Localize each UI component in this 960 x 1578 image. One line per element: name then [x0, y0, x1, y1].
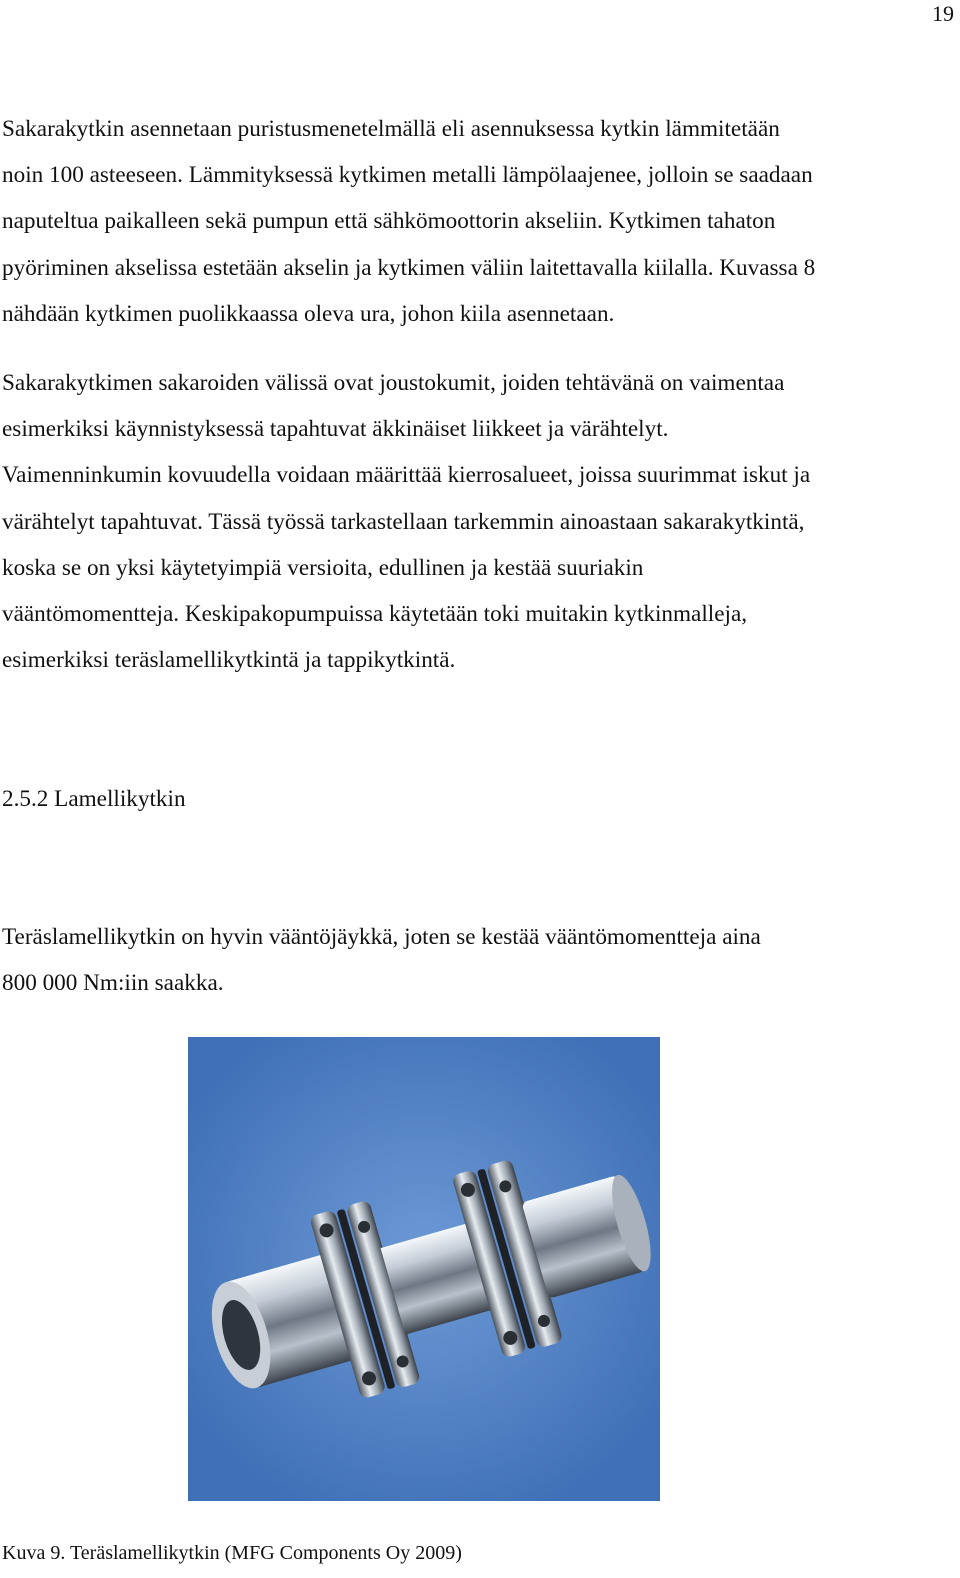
text-line: esimerkiksi käynnistyksessä tapahtuvat äkkinäiset liikkeet ja värähtelyt. [2, 416, 669, 443]
text-line: Teräslamellikytkin on hyvin vääntöjäykkä, joten se kestää vääntömomentteja aina [2, 924, 761, 950]
text-line: värähtelyt tapahtuvat. Tässä työssä tarkastellaan tarkemmin ainoastaan sakarakytkintä, [2, 508, 805, 535]
text-line: noin 100 asteeseen. Lämmityksessä kytkimen metalli lämpölaajenee, jolloin se saadaan [2, 162, 813, 189]
page-number: 19 [932, 1, 954, 26]
text-line: vääntömomentteja. Keskipakopumpuissa käytetään toki muitakin kytkinmalleja, [2, 601, 748, 628]
section-heading: 2.5.2 Lamellikytkin [2, 786, 186, 812]
steel-disc-coupling-image [188, 1037, 660, 1501]
text-line: esimerkiksi teräslamellikytkintä ja tappikytkintä. [2, 647, 456, 674]
text-line: Sakarakytkin asennetaan puristusmenetelmällä eli asennuksessa kytkin lämmitetään [2, 116, 780, 142]
text-line: nähdään kytkimen puolikkaassa oleva ura, johon kiila asennetaan. [2, 300, 615, 327]
text-line: naputeltua paikalleen sekä pumpun että sähkömoottorin akseliin. Kytkimen tahaton [2, 208, 776, 235]
text-line: Vaimenninkumin kovuudella voidaan määrittää kierrosalueet, joissa suurimmat iskut ja [2, 462, 811, 489]
text-line: koska se on yksi käytetyimpiä versioita, edullinen ja kestää suuriakin [2, 554, 644, 581]
paragraph-3 [2, 914, 958, 1006]
text-line: Sakarakytkimen sakaroiden välissä ovat joustokumit, joiden tehtävänä on vaimentaa [2, 370, 785, 396]
paragraph-1 [2, 106, 958, 337]
paragraph-2 [2, 360, 958, 683]
figure-caption: Kuva 9. Teräslamellikytkin (MFG Components Oy 2009) [2, 1542, 462, 1564]
coupling-photo [188, 1037, 660, 1501]
text-line: pyöriminen akselissa estetään akselin ja kytkimen väliin laitettavalla kiilalla. Kuvassa 8 [2, 254, 816, 281]
text-line: 800 000 Nm:iin saakka. [2, 970, 224, 997]
